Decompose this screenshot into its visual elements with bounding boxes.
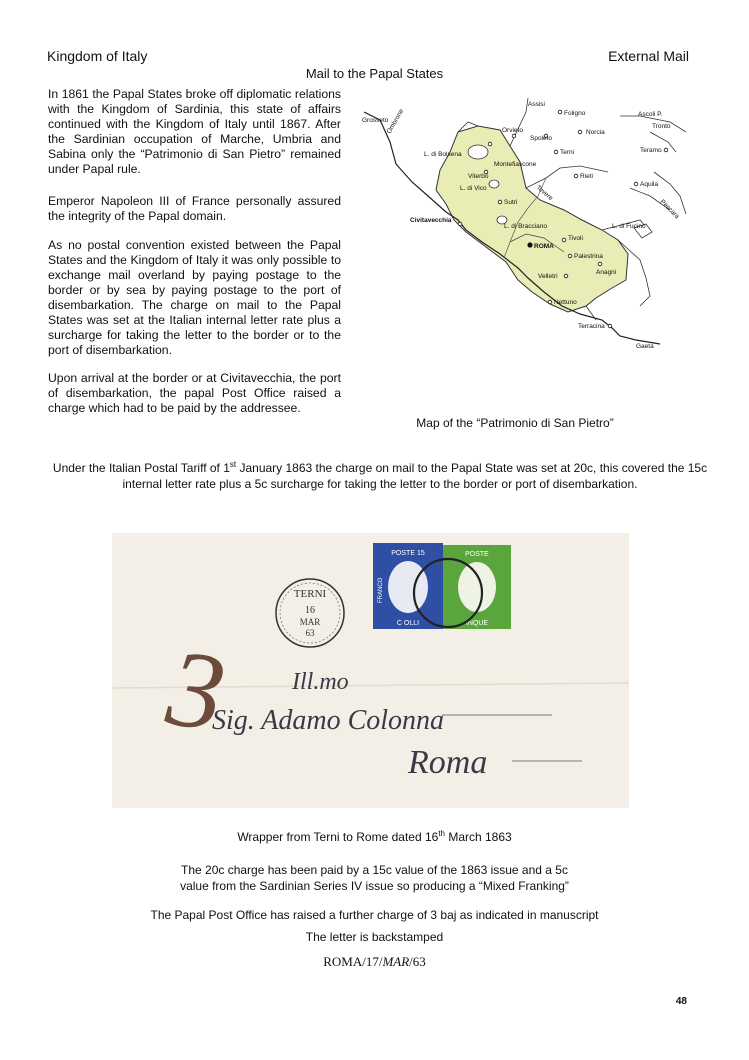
map-label-tevere: Tevere <box>534 184 555 203</box>
page-title: Mail to the Papal States <box>305 66 444 81</box>
roma-b: MAR <box>382 954 410 969</box>
map-label-velletri: Velletri <box>538 273 558 280</box>
map-label-terni: Terni <box>560 149 575 156</box>
caption-roma-backstamp <box>40 954 709 970</box>
map-label-montefiascone: Montefiascone <box>494 161 537 168</box>
patrimonio-map <box>350 92 696 400</box>
map-label-foligno: Foligno <box>564 110 586 117</box>
map-label-pescara: Pescara <box>658 198 681 221</box>
address-line-3: Roma <box>408 744 488 781</box>
caption-backstamp: The letter is backstamped <box>305 930 444 944</box>
intro-paragraph-4: Upon arrival at the border or at Civitavecchia, the port of disembarkation, the papal Post Office raised a charge which had to be paid by the addressee. <box>48 371 341 415</box>
address-line-2: Sig. Adamo Colonna <box>212 705 445 736</box>
caption-wrapper-b: March 1863 <box>444 830 512 844</box>
map-label-terracina: Terracina <box>578 323 605 330</box>
map-label-vico: L. di Vico <box>460 185 487 192</box>
map-territory <box>436 126 628 312</box>
caption-franking-line2: value from the Sardinian Series IV issue so producing a “Mixed Franking” <box>180 879 569 893</box>
stamp-5c-green <box>443 545 511 629</box>
roma-c: /63 <box>409 954 426 969</box>
map-label-gaeta: Gaeta <box>636 343 654 350</box>
header-left: Kingdom of Italy <box>47 48 148 64</box>
map-label-ascoli: Ascoli P. <box>638 111 663 118</box>
map-label-spoleto: Spoleto <box>530 135 553 142</box>
stamp-blue-top: POSTE 15 <box>391 550 425 557</box>
tariff-sup: st <box>229 460 237 469</box>
map-label-aquila: Aquila <box>640 181 659 188</box>
intro-paragraph-3: As no postal convention existed between the Papal States and the Kingdom of Italy it was only possible to exchange mail overland by paying postage to the border or by sea by paying postage to the port of disembarkation. The charge on mail to the Papal States was set at the Italian internal letter rate plus a surcharge for taking the letter to the border or to the port of disembarkation. <box>48 238 341 357</box>
map-caption: Map of the “Patrimonio di San Pietro” <box>416 416 614 430</box>
roma-a: ROMA/17/ <box>323 954 383 969</box>
map-label-tivoli: Tivoli <box>568 235 583 242</box>
map-label-bracciano: L. di Bracciano <box>504 223 547 230</box>
caption-wrapper <box>40 830 709 844</box>
tariff-text-a: Under the Italian Postal Tariff of 1 <box>52 461 230 475</box>
tariff-paragraph <box>40 460 720 492</box>
postmark-day: 16 <box>305 605 315 616</box>
postmark-town: TERNI <box>293 588 327 600</box>
map-label-civitavecchia: Civitavecchia <box>410 217 452 224</box>
map-label-roma: ROMA <box>534 243 554 250</box>
address-line-1: Ill.mo <box>292 669 349 695</box>
map-label-orvieto: Orvieto <box>502 127 523 134</box>
map-label-sutri: Sutri <box>504 199 518 206</box>
map-east-border <box>620 116 686 214</box>
stamp-15c-blue <box>373 543 443 629</box>
stamp-blue-left: FRANCO <box>378 577 384 603</box>
map-label-teramo: Teramo <box>640 147 662 154</box>
caption-franking-line1: The 20c charge has been paid by a 15c value of the 1863 issue and a 5c <box>181 863 568 877</box>
manuscript-charge: 3 <box>160 625 233 755</box>
map-label-grosseto: Grosseto <box>362 117 389 124</box>
map-label-assisi: Assisi <box>528 101 545 108</box>
postmark-month: MAR <box>299 617 321 627</box>
stamp-green-bottom: INQUE <box>465 620 489 627</box>
intro-paragraph-2: Emperor Napoleon III of France personally assured the integrity of the Papal domain. <box>48 194 341 223</box>
stamp-blue-bottom: C OLLI <box>396 620 420 627</box>
map-label-anagni: Anagni <box>596 269 617 276</box>
wrapper-cover-image <box>112 533 629 808</box>
header-right: External Mail <box>608 48 689 64</box>
map-label-fucino: L. di Fucino <box>612 223 646 230</box>
map-label-norcia: Norcia <box>586 129 605 136</box>
map-label-rieti: Rieti <box>580 173 594 180</box>
caption-franking <box>40 862 709 894</box>
stamp-green-top: POSTE <box>465 551 489 558</box>
caption-charge: The Papal Post Office has raised a further charge of 3 baj as indicated in manuscript <box>150 908 599 922</box>
caption-wrapper-a: Wrapper from Terni to Rome dated 16 <box>237 830 439 844</box>
map-label-bolsena: L. di Bolsena <box>424 151 462 158</box>
tariff-text-b: January 1863 the charge on mail to the Papal State was set at 20c, this covered the 15c internal letter rate plus a 5c surcharge for taking the letter to the border or port of disembarkation. <box>122 461 708 491</box>
intro-paragraph-1: In 1861 the Papal States broke off diplomatic relations with the Kingdom of Sardinia, this state of affairs continued with the Kingdom of Italy until 1867. After the Sardinian occupation of Marche, Umbria and Sabina only the “Patrimonio di San Pietro” remained under Papal rule. <box>48 87 341 176</box>
map-label-palestrina: Palestrina <box>574 253 603 260</box>
caption-wrapper-sup: th <box>438 829 445 838</box>
map-label-nettuno: Nettuno <box>554 299 577 306</box>
postmark-year: 63 <box>305 628 315 638</box>
map-label-viterbo: Viterbo <box>468 173 489 180</box>
page-number: 48 <box>675 996 687 1007</box>
map-label-ombrone: Ombrone <box>385 108 406 135</box>
map-lake-vico <box>489 180 499 188</box>
map-lake-bolsena <box>468 145 488 159</box>
map-label-tronto: Tronto <box>652 123 671 130</box>
